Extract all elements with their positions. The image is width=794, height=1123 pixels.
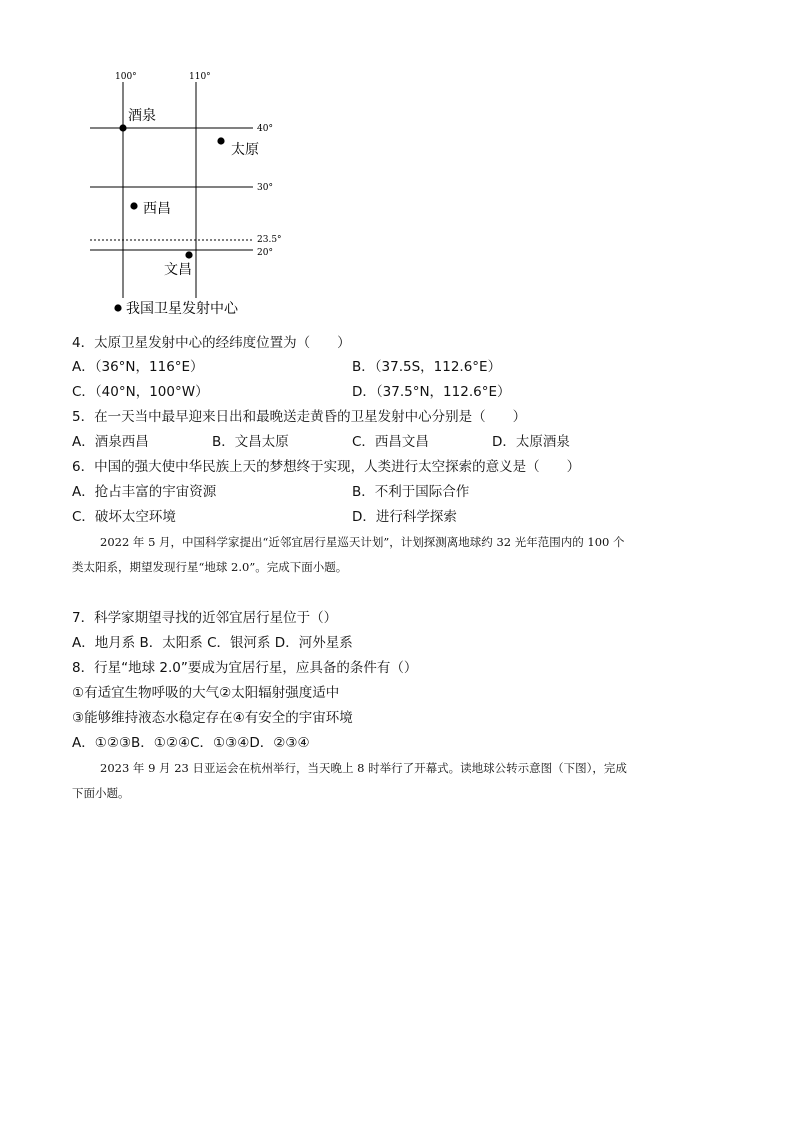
lat-label-23-5: 23.5° bbox=[257, 235, 282, 245]
site-marker-jiuquan bbox=[119, 124, 126, 131]
site-label-taiyuan: 太原 bbox=[231, 142, 259, 158]
lat-label-40: 40° bbox=[257, 124, 273, 134]
question-6-stem: 6．中国的强大使中华民族上天的梦想终于实现，人类进行太空探索的意义是（ ） bbox=[72, 459, 581, 475]
question-8-conditions-2: ③能够维持液态水稳定存在④有安全的宇宙环境 bbox=[72, 710, 353, 726]
passage-1 bbox=[72, 530, 722, 580]
lat-label-20: 20° bbox=[257, 248, 273, 258]
legend-marker bbox=[114, 304, 121, 311]
question-5-stem: 5．在一天当中最早迎来日出和最晚送走黄昏的卫星发射中心分别是（ ） bbox=[72, 409, 527, 425]
question-4-option-b: B．（37.5S，112.6°E） bbox=[352, 359, 502, 375]
question-5-option-d: D．太原酒泉 bbox=[492, 434, 570, 450]
question-8-conditions-1: ①有适宜生物呼吸的大气②太阳辐射强度适中 bbox=[72, 685, 340, 701]
site-marker-taiyuan bbox=[217, 137, 224, 144]
question-4-stem: 4．太原卫星发射中心的经纬度位置为（ ） bbox=[72, 335, 351, 351]
passage-2-line-1: 2023 年 9 月 23 日亚运会在杭州举行，当天晚上 8 时举行了开幕式。读地球公转示意图（下图），完成 bbox=[100, 761, 627, 775]
question-7-stem: 7．科学家期望寻找的近邻宜居行星位于（） bbox=[72, 610, 338, 626]
question-6-option-c: C．破坏太空环境 bbox=[72, 509, 176, 525]
site-label-jiuquan: 酒泉 bbox=[128, 108, 156, 124]
legend-label: 我国卫星发射中心 bbox=[126, 301, 238, 317]
site-label-xichang: 西昌 bbox=[143, 201, 171, 217]
site-marker-wenchang bbox=[185, 251, 192, 258]
lon-label-110: 110° bbox=[189, 72, 211, 82]
question-5-option-c: C．西昌文昌 bbox=[352, 434, 429, 450]
launch-center-map bbox=[85, 66, 300, 322]
passage-2-line-2: 下面小题。 bbox=[72, 786, 130, 800]
question-4-option-c: C．（40°N，100°W） bbox=[72, 384, 209, 400]
question-6-option-a: A．抢占丰富的宇宙资源 bbox=[72, 484, 217, 500]
question-6-option-b: B．不利于国际合作 bbox=[352, 484, 470, 500]
question-7-options: A．地月系 B．太阳系 C．银河系 D．河外星系 bbox=[72, 635, 353, 651]
passage-1-line-2: 类太阳系，期望发现行星“地球 2.0”。完成下面小题。 bbox=[72, 560, 348, 574]
question-8-options: A．①②③B．①②④C．①③④D．②③④ bbox=[72, 735, 310, 751]
question-4-option-d: D．（37.5°N，112.6°E） bbox=[352, 384, 511, 400]
question-6-option-d: D．进行科学探索 bbox=[352, 509, 457, 525]
lon-label-100: 100° bbox=[115, 72, 137, 82]
lat-label-30: 30° bbox=[257, 183, 273, 193]
site-label-wenchang: 文昌 bbox=[164, 262, 192, 278]
question-4-option-a: A．（36°N，116°E） bbox=[72, 359, 204, 375]
question-8-stem: 8．行星“地球 2.0”要成为宜居行星，应具备的条件有（） bbox=[72, 660, 418, 676]
passage-1-line-1: 2022 年 5 月，中国科学家提出“近邻宜居行星巡天计划”，计划探测离地球约 32 光年范围内的 100 个 bbox=[100, 535, 625, 549]
passage-2 bbox=[72, 756, 722, 806]
question-5-option-a: A．酒泉西昌 bbox=[72, 434, 149, 450]
question-5-option-b: B．文昌太原 bbox=[212, 434, 289, 450]
site-marker-xichang bbox=[130, 202, 137, 209]
